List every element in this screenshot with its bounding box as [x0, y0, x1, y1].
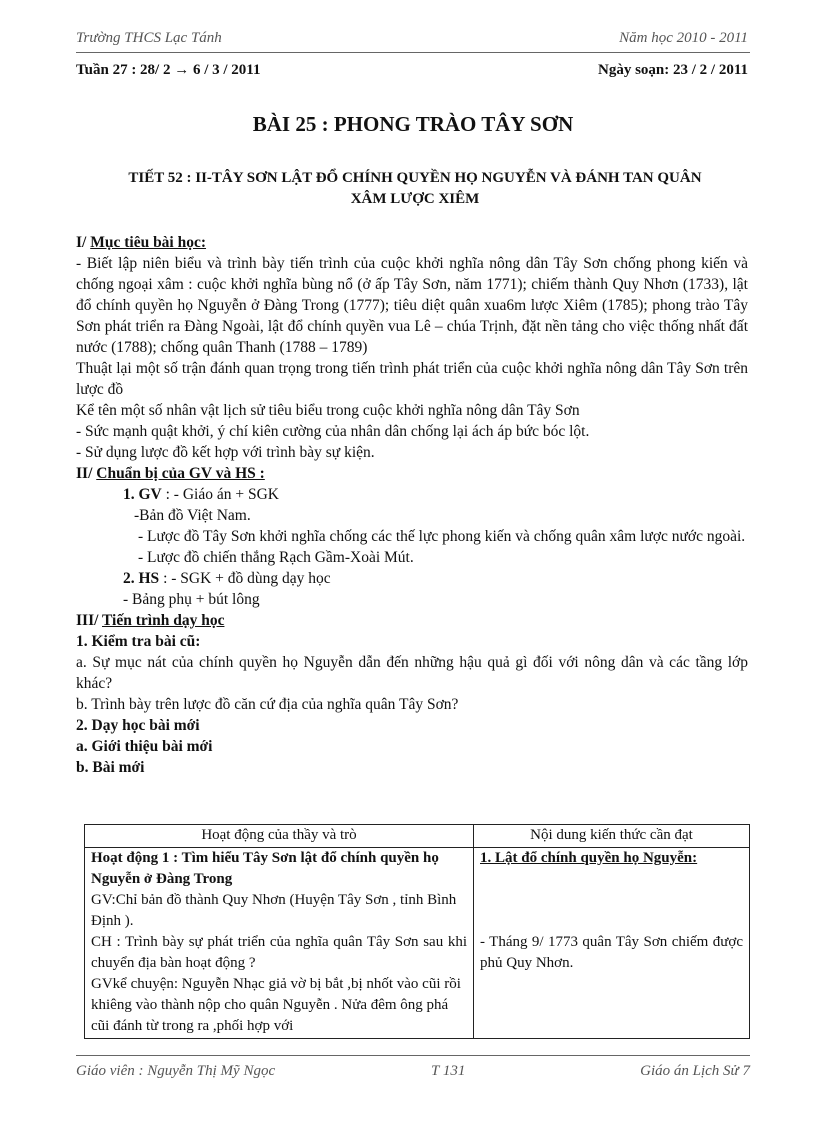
header-rule: [76, 52, 750, 53]
week-line: [76, 62, 748, 79]
review-question: b. Trình bày trên lược đồ căn cứ địa của nghĩa quân Tây Sơn?: [76, 696, 459, 713]
new-lesson-label: b. Bài mới: [76, 759, 145, 776]
table-header-row: [85, 825, 750, 848]
gv-item: - Lược đồ chiến thắng Rạch Gầm-Xoài Mút.: [138, 549, 414, 566]
objective-paragraph: Kể tên một số nhân vật lịch sử tiêu biểu trong cuộc khởi nghĩa nông dân Tây Sơn: [76, 402, 580, 419]
gv-item: -Bản đồ Việt Nam.: [134, 507, 251, 524]
section-heading-preparation: II/ Chuẩn bị của GV và HS :: [76, 465, 265, 482]
hs-item: - Bảng phụ + bút lông: [123, 591, 260, 608]
activity-text: GVkể chuyện: Nguyễn Nhạc giả vờ bị bắt ,bị nhốt vào cũi rồi khiêng vào thành nộp cho quân Nguyễn . Nửa đêm ông phá cũi đánh từ trong ra ,phối hợp với: [91, 976, 461, 1034]
lesson-title: BÀI 25 : PHONG TRÀO TÂY SƠN: [252, 112, 574, 136]
gv-line: 1. GV : - Giáo án + SGK: [123, 486, 279, 503]
content-text: - Tháng 9/ 1773 quân Tây Sơn chiếm được phủ Quy Nhơn.: [480, 934, 743, 971]
activity-column-header: Hoạt động của thầy và trò: [85, 825, 474, 848]
objective-paragraph: Thuật lại một số trận đánh quan trọng trong tiến trình phát triển của cuộc khởi nghĩa nông dân Tây Sơn trên lược đồ: [76, 360, 748, 398]
activity-text: GV:Chỉ bản đồ thành Quy Nhơn (Huyện Tây Sơn , tỉnh Bình Định ).: [91, 892, 457, 929]
objective-paragraph: - Sử dụng lược đồ kết hợp với trình bày sự kiện.: [76, 444, 375, 461]
section-heading-objectives: I/ Mục tiêu bài học:: [76, 234, 207, 251]
preparation-heading-text: Chuẩn bị của GV và HS :: [96, 465, 265, 482]
content-cell: [474, 848, 750, 1039]
objective-paragraph: - Sức mạnh quật khởi, ý chí kiên cường của nhân dân chống lại ách áp bức bóc lột.: [76, 423, 590, 440]
activity-title: Hoạt động 1 : Tìm hiểu Tây Sơn lật đổ chính quyền họ Nguyễn ở Đàng Trong: [91, 850, 439, 887]
subtitle-line-2: XÂM LƯỢC XIÊM: [350, 191, 480, 207]
activity-text: CH : Trình bày sự phát triển của nghĩa quân Tây Sơn sau khi chuyển địa bàn hoạt động ?: [91, 934, 467, 971]
teacher-name: Giáo viên : Nguyễn Thị Mỹ Ngọc: [76, 1063, 276, 1079]
gv-label: 1. GV: [123, 486, 162, 503]
check-old-lesson: 1. Kiểm tra bài cũ:: [76, 633, 201, 650]
hs-label: 2. HS: [123, 570, 160, 587]
section-heading-process: III/ Tiến trình dạy học: [76, 612, 225, 629]
objective-paragraph: - Biết lập niên biểu và trình bày tiến trình của cuộc khởi nghĩa nông dân Tây Sơn chống phong kiến và chống ngoại xâm : cuộc khởi nghĩa bùng nổ (ở ấp Tây Sơn, năm 1771); chiếm thành Quy Nhơn (1733), lật đổ chính quyền họ Nguyễn ở Đàng Trong (1777); tiêu diệt quân xua6m lược Xiêm (1785); phong trào Tây Sơn phát triển ra Đàng Ngoài, lật đổ chính quyền vua Lê – chúa Trịnh, đặt nền tảng cho việc thống nhất đất nước (1788); chống quân Thanh (1788 – 1789): [76, 255, 748, 356]
lesson-subtitle: [90, 168, 740, 210]
document-body: [76, 232, 748, 778]
gv-item: - Lược đồ Tây Sơn khởi nghĩa chống các thế lực phong kiến và chống quân xâm lược nước ngoài.: [138, 528, 746, 545]
running-footer: [76, 1063, 750, 1080]
lesson-plan-table: [84, 824, 750, 1039]
content-column-header: Nội dung kiến thức cần đạt: [474, 825, 750, 848]
subtitle-line-1: TIẾT 52 : II-TÂY SƠN LẬT ĐỔ CHÍNH QUYỀN HỌ NGUYỄN VÀ ĐÁNH TAN QUÂN: [128, 170, 702, 186]
school-name: Trường THCS Lạc Tánh: [76, 30, 222, 46]
week-range: Tuần 27 : 28/ 2 → 6 / 3 / 2011: [76, 62, 261, 78]
footer-rule: [76, 1055, 750, 1056]
review-question: a. Sự mục nát của chính quyền họ Nguyễn dẫn đến những hậu quả gì đối với nông dân và các tầng lớp khác?: [76, 654, 748, 692]
hs-line: 2. HS : - SGK + đồ dùng dạy học: [123, 570, 331, 587]
subject-label: Giáo án Lịch Sử 7: [640, 1063, 750, 1079]
school-year: Năm học 2010 - 2011: [619, 30, 748, 46]
process-heading-text: Tiến trình dạy học: [102, 612, 225, 629]
content-title: 1. Lật đổ chính quyền họ Nguyễn:: [480, 850, 698, 866]
prepared-date: Ngày soạn: 23 / 2 / 2011: [597, 62, 748, 78]
activity-cell: [85, 848, 474, 1039]
intro-new-lesson: a. Giới thiệu bài mới: [76, 738, 213, 755]
table-row: [85, 848, 750, 1039]
page-number: T 131: [431, 1063, 466, 1079]
objectives-heading-text: Mục tiêu bài học:: [90, 234, 207, 251]
teach-new-lesson: 2. Dạy học bài mới: [76, 717, 200, 734]
running-header: [76, 30, 748, 47]
